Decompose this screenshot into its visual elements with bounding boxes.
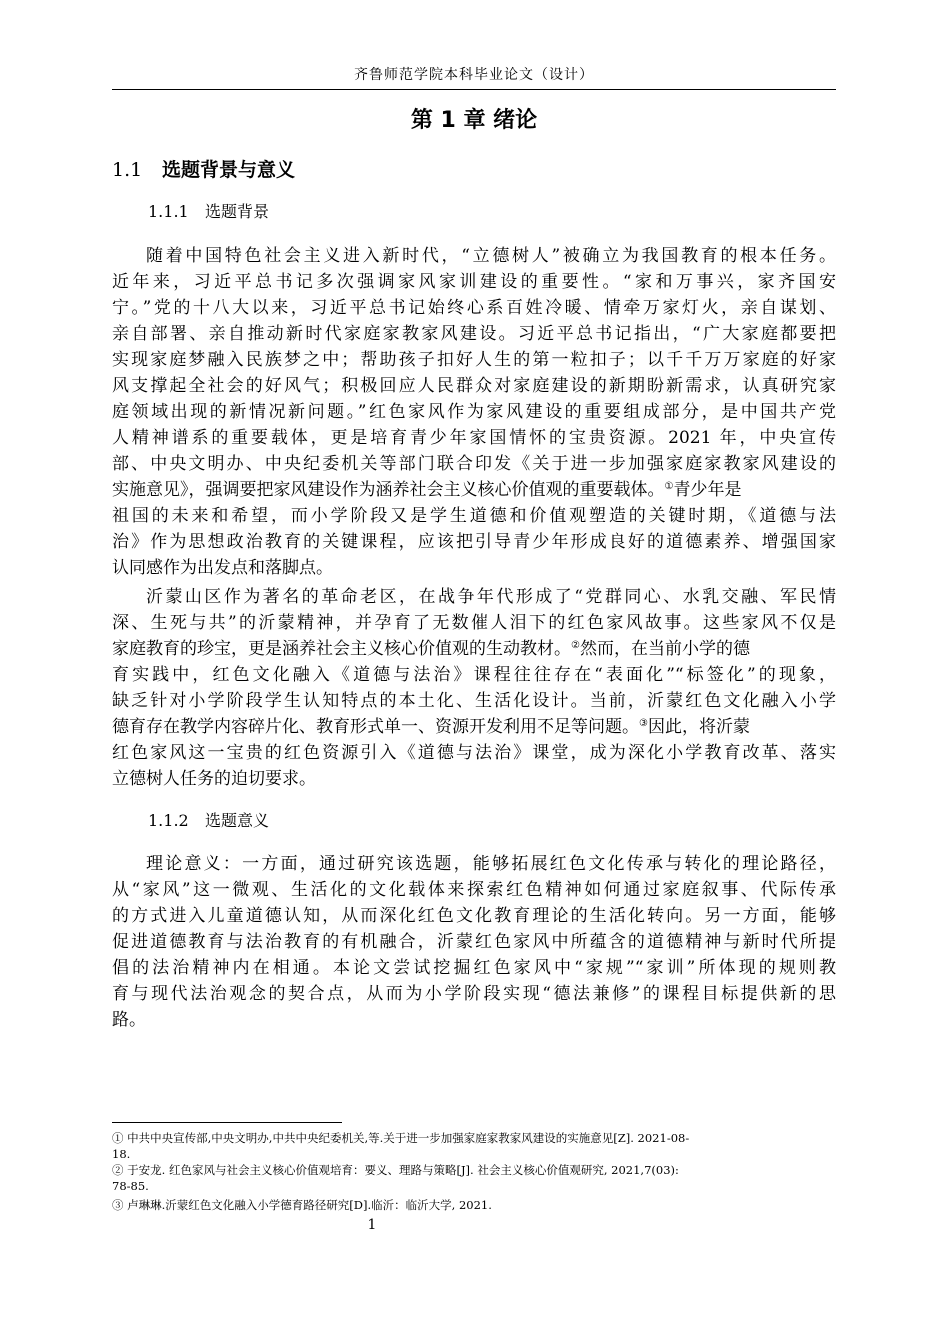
section-number: 1.1 — [112, 159, 143, 181]
paragraph-line: 随着中国特色社会主义进入新时代，“立德树人”被确立为我国教育的根本任务。 — [146, 246, 836, 266]
paragraph-line: 治》作为思想政治教育的关键课程，应该把引导青少年形成良好的道德素养、增强国家 — [112, 532, 836, 552]
paragraph-line: 沂蒙山区作为著名的革命老区，在战争年代形成了“党群同心、水乳交融、军民情 — [146, 587, 836, 607]
paragraph-line: 路。 — [112, 1010, 146, 1030]
footnote-mark: ② — [571, 640, 580, 651]
footnote-mark: ① — [664, 481, 674, 492]
text-run: 青少年是 — [673, 480, 742, 500]
paragraph-line: 育实践中，红色文化融入《道德与法治》课程往往存在“表面化”“标签化”的现象， — [112, 665, 836, 685]
footnote-continuation: 78-85. — [112, 1179, 149, 1193]
header-rule — [112, 89, 836, 90]
paragraph-line: 认同感作为出发点和落脚点。 — [112, 558, 333, 578]
paragraph-line: 促进道德教育与法治教育的有机融合，沂蒙红色家风中所蕴含的道德精神与新时代所提 — [112, 932, 836, 952]
footnote: ③ 卢琳琳.沂蒙红色文化融入小学德育路径研究[D].临沂：临沂大学, 2021. — [112, 1198, 492, 1212]
text-run: 家庭教育的珍宝，更是涵养社会主义核心价值观的生动教材。 — [112, 639, 571, 659]
subsection-heading-background — [148, 199, 269, 225]
paragraph-line: 的方式进入儿童道德认知，从而深化红色文化教育理论的生活化转向。另一方面，能够 — [112, 906, 836, 926]
paragraph-line: 亲自部署、亲自推动新时代家庭家教家风建设。习近平总书记指出，“广大家庭都要把 — [112, 324, 836, 344]
paragraph-line: 宁。”党的十八大以来，习近平总书记始终心系百姓冷暖、情牵万家灯火，亲自谋划、 — [112, 298, 836, 318]
paragraph-line: 近年来，习近平总书记多次强调家风家训建设的重要性。“家和万事兴，家齐国安 — [112, 272, 836, 292]
footnote: ② 于安龙. 红色家风与社会主义核心价值观培育：要义、理路与策略[J]. 社会主义核心价值观研究, 2021,7(03): — [112, 1163, 679, 1177]
paragraph-line: 深、生死与共”的沂蒙精神，并孕育了无数催人泪下的红色家风故事。这些家风不仅是 — [112, 613, 836, 633]
paragraph-line — [112, 715, 836, 739]
paragraph-line: 实现家庭梦融入民族梦之中；帮助孩子扣好人生的第一粒扣子；以千千万万家庭的好家 — [112, 350, 836, 370]
paragraph-line: 倡的法治精神内在相通。本论文尝试挖掘红色家风中“家规”“家训”所体现的规则教 — [112, 958, 836, 978]
footnote-mark: ③ — [639, 718, 648, 729]
footnote: ① 中共中央宣传部,中央文明办,中共中央纪委机关,等.关于进一步加强家庭家教家风建设的实施意见[Z]. 2021-08- — [112, 1131, 690, 1145]
text-run: 然而，在当前小学的德 — [579, 639, 750, 659]
subsection-number: 1.1.1 — [148, 202, 189, 221]
paragraph-line: 立德树人任务的迫切要求。 — [112, 769, 316, 789]
footnote-separator — [112, 1122, 342, 1123]
paragraph-line: 部、中央文明办、中央纪委机关等部门联合印发《关于进一步加强家庭家教家风建设的 — [112, 454, 836, 474]
page-number: 1 — [367, 1217, 377, 1233]
paragraph-line: 理论意义：一方面，通过研究该选题，能够拓展红色文化传承与转化的理论路径， — [146, 854, 836, 874]
footnote-continuation: 18. — [112, 1147, 131, 1161]
paragraph-line: 红色家风这一宝贵的红色资源引入《道德与法治》课堂，成为深化小学教育改革、落实 — [112, 743, 836, 763]
text-run: 德育存在教学内容碎片化、教育形式单一、资源开发利用不足等问题。 — [112, 717, 639, 737]
section-title: 选题背景与意义 — [162, 159, 296, 181]
paragraph-line: 庭领域出现的新情况新问题。”红色家风作为家风建设的重要组成部分，是中国共产党 — [112, 402, 836, 422]
section-heading — [112, 155, 295, 185]
text-run: 实施意见》，强调要把家风建设作为涵养社会主义核心价值观的重要载体。 — [112, 480, 665, 500]
subsection-title: 选题意义 — [205, 811, 270, 830]
subsection-heading-significance — [148, 808, 269, 834]
paragraph-line: 祖国的未来和希望，而小学阶段又是学生道德和价值观塑造的关键时期，《道德与法 — [112, 506, 836, 526]
text-run: 因此，将沂蒙 — [647, 717, 750, 737]
chapter-title: 第 1 章 绪论 — [410, 108, 538, 133]
paragraph-line: 从“家风”这一微观、生活化的文化载体来探索红色精神如何通过家庭叙事、代际传承 — [112, 880, 836, 900]
paragraph-line: 缺乏针对小学阶段学生认知特点的本土化、生活化设计。当前，沂蒙红色文化融入小学 — [112, 691, 836, 711]
paragraph-line: 人精神谱系的重要载体，更是培育青少年家国情怀的宝贵资源。2021 年，中央宣传 — [112, 428, 836, 448]
paragraph-line: 风支撑起全社会的好风气；积极回应人民群众对家庭建设的新期盼新需求，认真研究家 — [112, 376, 836, 396]
paragraph-line — [112, 478, 836, 502]
paragraph-line: 育与现代法治观念的契合点，从而为小学阶段实现“德法兼修”的课程目标提供新的思 — [112, 984, 836, 1004]
running-header: 齐鲁师范学院本科毕业论文（设计） — [354, 67, 594, 83]
subsection-number: 1.1.2 — [148, 811, 189, 830]
paragraph-line — [112, 637, 836, 661]
subsection-title: 选题背景 — [205, 202, 270, 221]
